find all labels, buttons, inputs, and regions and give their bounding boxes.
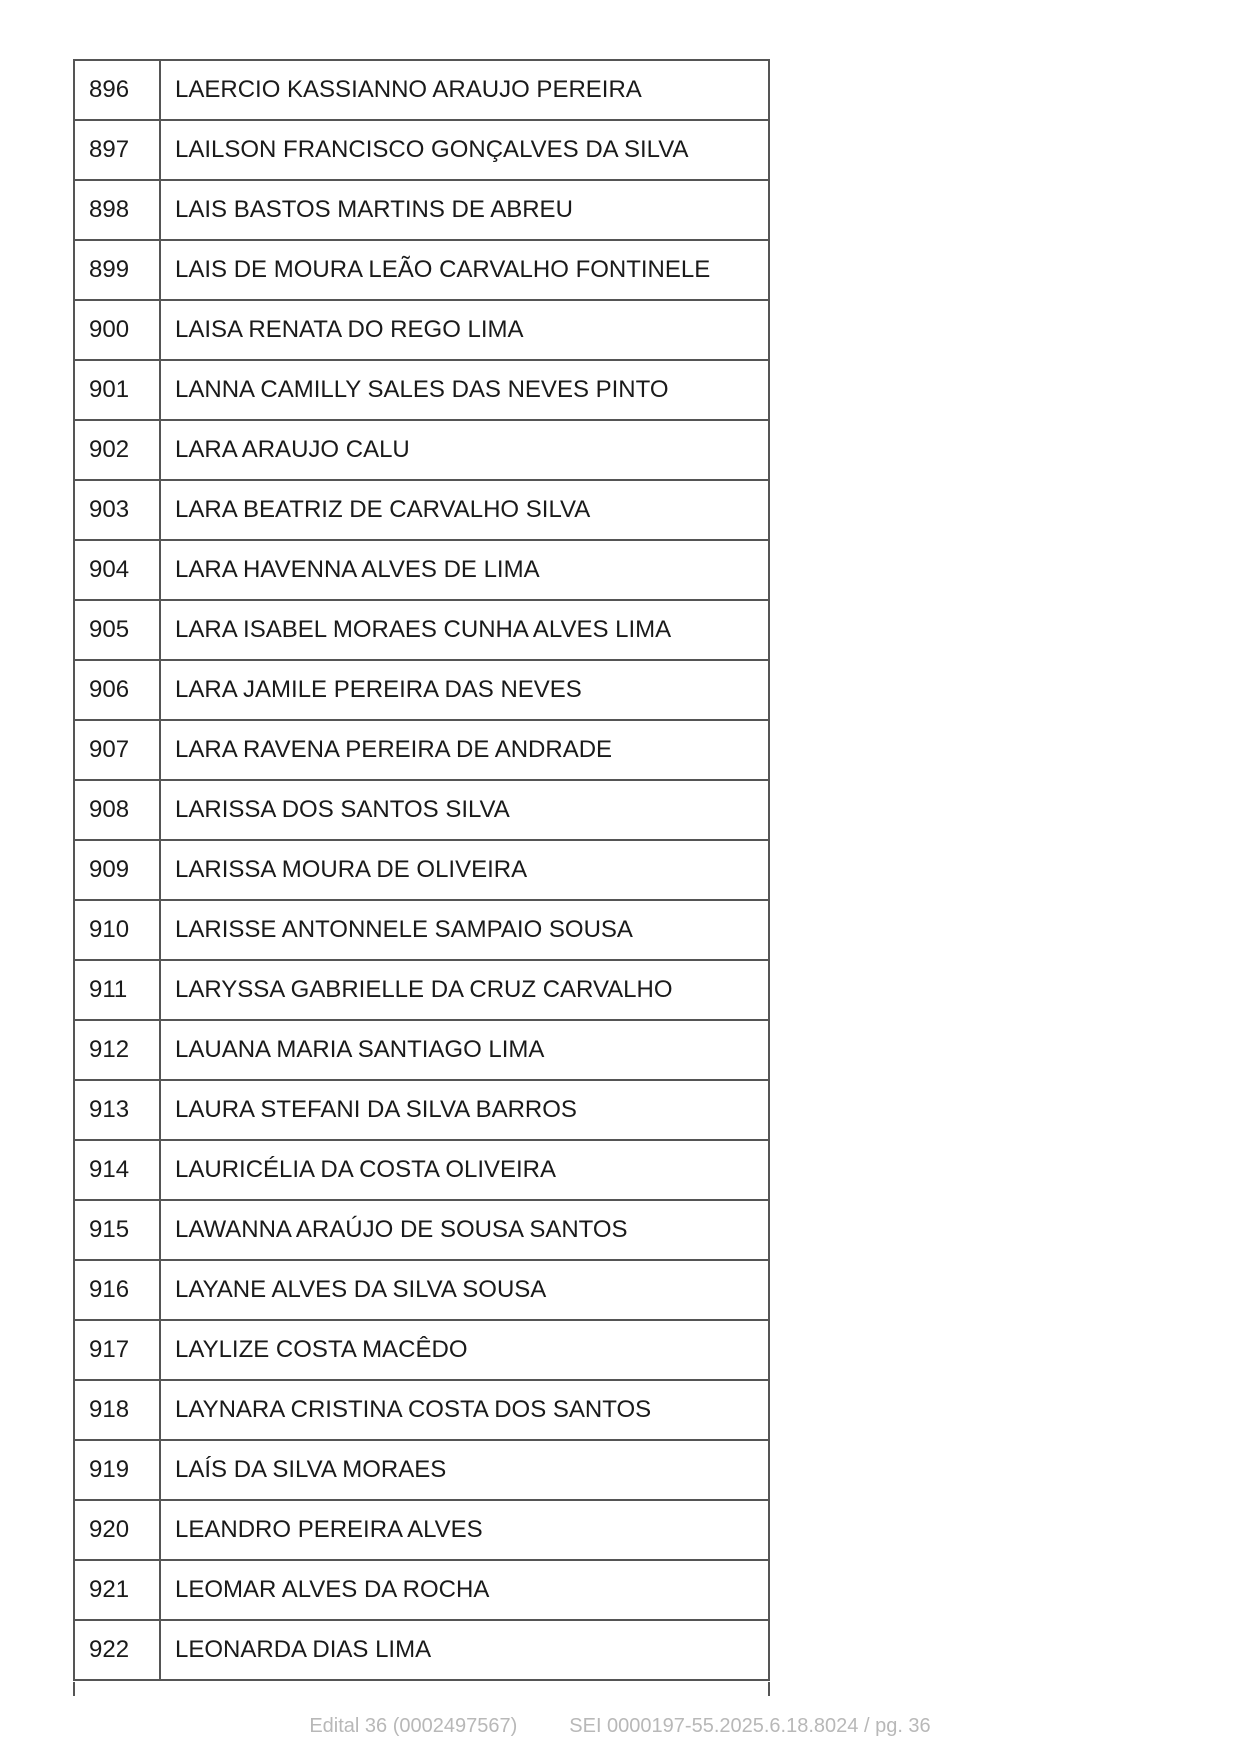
- row-number: 908: [74, 780, 160, 840]
- row-number: 919: [74, 1440, 160, 1500]
- row-name: LARA RAVENA PEREIRA DE ANDRADE: [160, 720, 769, 780]
- row-name: LEANDRO PEREIRA ALVES: [160, 1500, 769, 1560]
- footer-document-ref: Edital 36 (0002497567): [309, 1715, 518, 1737]
- names-table: [73, 59, 770, 1681]
- row-number: 912: [74, 1020, 160, 1080]
- row-name: LAIS DE MOURA LEÃO CARVALHO FONTINELE: [160, 240, 769, 300]
- row-name: LEONARDA DIAS LIMA: [160, 1620, 769, 1680]
- row-name: LARA HAVENNA ALVES DE LIMA: [160, 540, 769, 600]
- row-number: 921: [74, 1560, 160, 1620]
- row-name: LAYLIZE COSTA MACÊDO: [160, 1320, 769, 1380]
- row-number: 907: [74, 720, 160, 780]
- row-name: LAISA RENATA DO REGO LIMA: [160, 300, 769, 360]
- row-number: 917: [74, 1320, 160, 1380]
- row-number: 898: [74, 180, 160, 240]
- table-row: [74, 1620, 769, 1680]
- row-name: LAURA STEFANI DA SILVA BARROS: [160, 1080, 769, 1140]
- row-name: LARA BEATRIZ DE CARVALHO SILVA: [160, 480, 769, 540]
- row-number: 904: [74, 540, 160, 600]
- row-name: LAIS BASTOS MARTINS DE ABREU: [160, 180, 769, 240]
- row-number: 920: [74, 1500, 160, 1560]
- row-name: LARYSSA GABRIELLE DA CRUZ CARVALHO: [160, 960, 769, 1020]
- row-name: LAUANA MARIA SANTIAGO LIMA: [160, 1020, 769, 1080]
- table-row: [74, 660, 769, 720]
- table-row: [74, 1200, 769, 1260]
- table-row: [74, 780, 769, 840]
- row-number: 922: [74, 1620, 160, 1680]
- row-number: 910: [74, 900, 160, 960]
- page-footer: [0, 1715, 1240, 1738]
- table-row: [74, 1020, 769, 1080]
- row-number: 901: [74, 360, 160, 420]
- row-name: LAÍS DA SILVA MORAES: [160, 1440, 769, 1500]
- row-name: LARISSA DOS SANTOS SILVA: [160, 780, 769, 840]
- table-row: [74, 240, 769, 300]
- table-row: [74, 480, 769, 540]
- row-number: 896: [74, 60, 160, 120]
- table-row: [74, 720, 769, 780]
- table-row: [74, 840, 769, 900]
- row-number: 906: [74, 660, 160, 720]
- row-number: 916: [74, 1260, 160, 1320]
- row-name: LARA ISABEL MORAES CUNHA ALVES LIMA: [160, 600, 769, 660]
- row-number: 905: [74, 600, 160, 660]
- table-row: [74, 1380, 769, 1440]
- row-number: 902: [74, 420, 160, 480]
- table-row: [74, 960, 769, 1020]
- names-table-body: [74, 60, 769, 1680]
- row-number: 897: [74, 120, 160, 180]
- row-name: LAURICÉLIA DA COSTA OLIVEIRA: [160, 1140, 769, 1200]
- table-row: [74, 1260, 769, 1320]
- row-number: 909: [74, 840, 160, 900]
- row-name: LAILSON FRANCISCO GONÇALVES DA SILVA: [160, 120, 769, 180]
- table-row: [74, 300, 769, 360]
- row-number: 911: [74, 960, 160, 1020]
- row-name: LARISSE ANTONNELE SAMPAIO SOUSA: [160, 900, 769, 960]
- row-number: 913: [74, 1080, 160, 1140]
- table-row: [74, 1140, 769, 1200]
- table-row: [74, 120, 769, 180]
- row-name: LARISSA MOURA DE OLIVEIRA: [160, 840, 769, 900]
- row-number: 914: [74, 1140, 160, 1200]
- table-row: [74, 1320, 769, 1380]
- table-row: [74, 1500, 769, 1560]
- table-row: [74, 1440, 769, 1500]
- table-row: [74, 360, 769, 420]
- row-name: LANNA CAMILLY SALES DAS NEVES PINTO: [160, 360, 769, 420]
- row-name: LAERCIO KASSIANNO ARAUJO PEREIRA: [160, 60, 769, 120]
- row-name: LARA JAMILE PEREIRA DAS NEVES: [160, 660, 769, 720]
- row-number: 900: [74, 300, 160, 360]
- table-row: [74, 420, 769, 480]
- table-row: [74, 180, 769, 240]
- row-name: LAWANNA ARAÚJO DE SOUSA SANTOS: [160, 1200, 769, 1260]
- table-continuation: [73, 1682, 770, 1696]
- row-name: LEOMAR ALVES DA ROCHA: [160, 1560, 769, 1620]
- table-row: [74, 540, 769, 600]
- row-number: 915: [74, 1200, 160, 1260]
- row-name: LAYANE ALVES DA SILVA SOUSA: [160, 1260, 769, 1320]
- footer-process-ref: SEI 0000197-55.2025.6.18.8024 / pg. 36: [569, 1715, 931, 1737]
- table-row: [74, 60, 769, 120]
- row-number: 899: [74, 240, 160, 300]
- row-name: LAYNARA CRISTINA COSTA DOS SANTOS: [160, 1380, 769, 1440]
- table-row: [74, 600, 769, 660]
- table-row: [74, 1560, 769, 1620]
- row-number: 903: [74, 480, 160, 540]
- row-number: 918: [74, 1380, 160, 1440]
- table-row: [74, 1080, 769, 1140]
- table-row: [74, 900, 769, 960]
- row-name: LARA ARAUJO CALU: [160, 420, 769, 480]
